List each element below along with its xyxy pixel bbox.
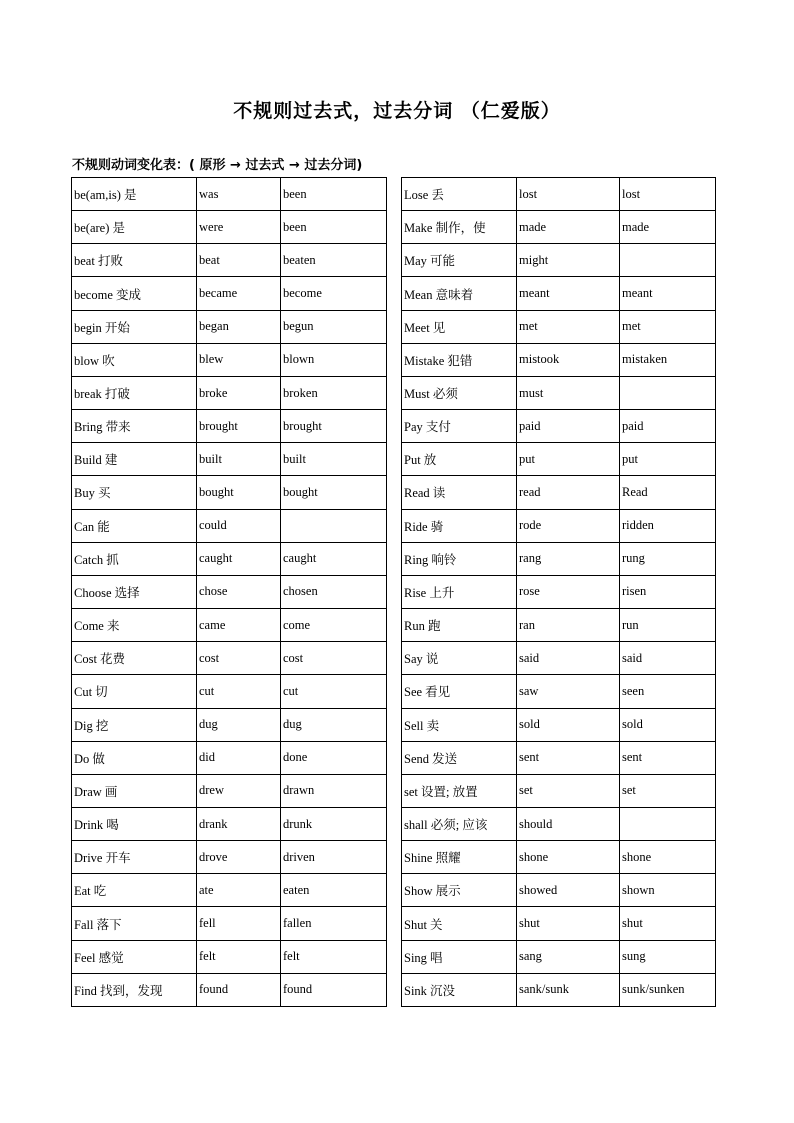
left-past-participle-cell: cut (281, 675, 387, 708)
left-base-form-cell: Dig 挖 (72, 708, 197, 741)
right-base-form-cell: Lose 丢 (402, 178, 517, 211)
table-row (72, 410, 716, 443)
column-gap (387, 410, 402, 443)
right-base-form-cell: Show 展示 (402, 874, 517, 907)
left-past-tense-cell: could (197, 509, 281, 542)
right-past-participle-cell: ridden (620, 509, 716, 542)
left-base-form-cell: be(are) 是 (72, 211, 197, 244)
left-past-participle-cell: drawn (281, 774, 387, 807)
left-base-form-cell: begin 开始 (72, 310, 197, 343)
left-past-participle-cell: fallen (281, 907, 387, 940)
right-past-tense-cell: must (517, 376, 620, 409)
right-past-tense-cell: lost (517, 178, 620, 211)
column-gap (387, 542, 402, 575)
left-past-tense-cell: bought (197, 476, 281, 509)
table-row (72, 443, 716, 476)
left-past-participle-cell: dug (281, 708, 387, 741)
table-row (72, 310, 716, 343)
table-row (72, 741, 716, 774)
left-past-participle-cell: done (281, 741, 387, 774)
column-gap (387, 940, 402, 973)
left-base-form-cell: become 变成 (72, 277, 197, 310)
table-row (72, 708, 716, 741)
table-row (72, 575, 716, 608)
left-past-tense-cell: found (197, 973, 281, 1006)
right-past-tense-cell: rose (517, 575, 620, 608)
table-row (72, 675, 716, 708)
right-base-form-cell: Shine 照耀 (402, 841, 517, 874)
table-row (72, 211, 716, 244)
right-past-tense-cell: meant (517, 277, 620, 310)
column-gap (387, 244, 402, 277)
right-base-form-cell: Mean 意味着 (402, 277, 517, 310)
left-past-tense-cell: beat (197, 244, 281, 277)
right-base-form-cell: See 看见 (402, 675, 517, 708)
right-past-participle-cell: meant (620, 277, 716, 310)
left-past-participle-cell: felt (281, 940, 387, 973)
right-past-tense-cell: paid (517, 410, 620, 443)
table-row (72, 874, 716, 907)
right-base-form-cell: Shut 关 (402, 907, 517, 940)
right-base-form-cell: Run 跑 (402, 609, 517, 642)
table-row (72, 807, 716, 840)
left-base-form-cell: be(am,is) 是 (72, 178, 197, 211)
irregular-verb-table (71, 177, 716, 1007)
left-past-participle-cell: driven (281, 841, 387, 874)
column-gap (387, 178, 402, 211)
right-past-tense-cell: sank/sunk (517, 973, 620, 1006)
right-past-participle-cell: said (620, 642, 716, 675)
right-past-tense-cell: sold (517, 708, 620, 741)
left-past-tense-cell: drew (197, 774, 281, 807)
right-base-form-cell: Must 必须 (402, 376, 517, 409)
right-past-tense-cell: should (517, 807, 620, 840)
left-base-form-cell: Catch 抓 (72, 542, 197, 575)
left-past-tense-cell: cut (197, 675, 281, 708)
column-gap (387, 841, 402, 874)
column-gap (387, 609, 402, 642)
right-base-form-cell: Send 发送 (402, 741, 517, 774)
table-row (72, 376, 716, 409)
column-gap (387, 642, 402, 675)
left-base-form-cell: Drive 开车 (72, 841, 197, 874)
left-base-form-cell: beat 打败 (72, 244, 197, 277)
table-row (72, 774, 716, 807)
right-base-form-cell: Mistake 犯错 (402, 343, 517, 376)
left-past-participle-cell: chosen (281, 575, 387, 608)
right-past-tense-cell: saw (517, 675, 620, 708)
left-past-participle-cell: cost (281, 642, 387, 675)
left-past-tense-cell: broke (197, 376, 281, 409)
left-past-tense-cell: came (197, 609, 281, 642)
left-base-form-cell: Fall 落下 (72, 907, 197, 940)
right-past-participle-cell: shown (620, 874, 716, 907)
right-base-form-cell: shall 必须; 应该 (402, 807, 517, 840)
left-past-participle-cell: drunk (281, 807, 387, 840)
right-past-participle-cell: run (620, 609, 716, 642)
table-row (72, 940, 716, 973)
column-gap (387, 774, 402, 807)
left-base-form-cell: Drink 喝 (72, 807, 197, 840)
left-past-tense-cell: became (197, 277, 281, 310)
verb-table-body (72, 178, 716, 1007)
left-base-form-cell: blow 吹 (72, 343, 197, 376)
left-base-form-cell: Bring 带来 (72, 410, 197, 443)
right-base-form-cell: May 可能 (402, 244, 517, 277)
right-base-form-cell: Read 读 (402, 476, 517, 509)
right-base-form-cell: Meet 见 (402, 310, 517, 343)
table-row (72, 178, 716, 211)
left-base-form-cell: Build 建 (72, 443, 197, 476)
right-past-participle-cell: risen (620, 575, 716, 608)
left-past-participle-cell: been (281, 211, 387, 244)
column-gap (387, 343, 402, 376)
left-past-tense-cell: fell (197, 907, 281, 940)
left-past-participle-cell: found (281, 973, 387, 1006)
table-row (72, 509, 716, 542)
table-row (72, 277, 716, 310)
left-past-tense-cell: did (197, 741, 281, 774)
right-base-form-cell: Ride 骑 (402, 509, 517, 542)
left-past-participle-cell: begun (281, 310, 387, 343)
left-base-form-cell: Do 做 (72, 741, 197, 774)
left-past-participle-cell: become (281, 277, 387, 310)
right-past-participle-cell: paid (620, 410, 716, 443)
right-base-form-cell: Pay 支付 (402, 410, 517, 443)
column-gap (387, 741, 402, 774)
left-past-participle-cell: beaten (281, 244, 387, 277)
right-base-form-cell: Make 制作，使 (402, 211, 517, 244)
right-past-tense-cell: mistook (517, 343, 620, 376)
column-gap (387, 509, 402, 542)
table-row (72, 609, 716, 642)
right-past-participle-cell: sold (620, 708, 716, 741)
right-base-form-cell: Sell 卖 (402, 708, 517, 741)
table-row (72, 973, 716, 1006)
right-past-participle-cell (620, 376, 716, 409)
column-gap (387, 211, 402, 244)
left-base-form-cell: Come 来 (72, 609, 197, 642)
left-past-tense-cell: cost (197, 642, 281, 675)
left-past-participle-cell: broken (281, 376, 387, 409)
left-past-tense-cell: were (197, 211, 281, 244)
table-subtitle: 不规则动词变化表：( 原形 → 过去式 → 过去分词) (72, 158, 363, 173)
right-base-form-cell: Rise 上升 (402, 575, 517, 608)
left-past-participle-cell: caught (281, 542, 387, 575)
column-gap (387, 376, 402, 409)
column-gap (387, 575, 402, 608)
right-past-participle-cell: set (620, 774, 716, 807)
right-past-tense-cell: sang (517, 940, 620, 973)
table-row (72, 343, 716, 376)
right-past-tense-cell: rang (517, 542, 620, 575)
column-gap (387, 675, 402, 708)
right-past-participle-cell: mistaken (620, 343, 716, 376)
right-past-tense-cell: shone (517, 841, 620, 874)
left-past-tense-cell: blew (197, 343, 281, 376)
right-base-form-cell: Sing 唱 (402, 940, 517, 973)
page-title: 不规则过去式，过去分词 （仁爱版） (233, 100, 561, 122)
table-row (72, 642, 716, 675)
right-past-tense-cell: read (517, 476, 620, 509)
column-gap (387, 874, 402, 907)
right-base-form-cell: Ring 响铃 (402, 542, 517, 575)
right-past-participle-cell: sung (620, 940, 716, 973)
right-past-participle-cell: met (620, 310, 716, 343)
table-row (72, 476, 716, 509)
left-past-tense-cell: built (197, 443, 281, 476)
right-past-tense-cell: set (517, 774, 620, 807)
right-past-tense-cell: ran (517, 609, 620, 642)
right-past-participle-cell: seen (620, 675, 716, 708)
left-base-form-cell: Draw 画 (72, 774, 197, 807)
left-past-participle-cell: built (281, 443, 387, 476)
right-past-participle-cell: rung (620, 542, 716, 575)
right-past-participle-cell: sunk/sunken (620, 973, 716, 1006)
left-base-form-cell: Choose 选择 (72, 575, 197, 608)
left-base-form-cell: Eat 吃 (72, 874, 197, 907)
left-base-form-cell: break 打破 (72, 376, 197, 409)
column-gap (387, 476, 402, 509)
left-past-participle-cell: brought (281, 410, 387, 443)
right-past-tense-cell: made (517, 211, 620, 244)
right-past-participle-cell: shone (620, 841, 716, 874)
left-base-form-cell: Find 找到，发现 (72, 973, 197, 1006)
right-base-form-cell: Put 放 (402, 443, 517, 476)
left-past-participle-cell: eaten (281, 874, 387, 907)
right-past-participle-cell: made (620, 211, 716, 244)
column-gap (387, 708, 402, 741)
right-base-form-cell: Say 说 (402, 642, 517, 675)
right-past-tense-cell: might (517, 244, 620, 277)
right-base-form-cell: Sink 沉没 (402, 973, 517, 1006)
column-gap (387, 807, 402, 840)
left-past-tense-cell: drank (197, 807, 281, 840)
right-past-tense-cell: said (517, 642, 620, 675)
right-past-tense-cell: rode (517, 509, 620, 542)
table-row (72, 244, 716, 277)
right-past-tense-cell: sent (517, 741, 620, 774)
column-gap (387, 973, 402, 1006)
column-gap (387, 277, 402, 310)
left-past-tense-cell: brought (197, 410, 281, 443)
right-past-participle-cell (620, 244, 716, 277)
right-past-tense-cell: put (517, 443, 620, 476)
left-base-form-cell: Buy 买 (72, 476, 197, 509)
left-past-participle-cell (281, 509, 387, 542)
column-gap (387, 907, 402, 940)
right-past-participle-cell: lost (620, 178, 716, 211)
left-past-tense-cell: chose (197, 575, 281, 608)
left-past-participle-cell: come (281, 609, 387, 642)
right-past-participle-cell: shut (620, 907, 716, 940)
right-base-form-cell: set 设置; 放置 (402, 774, 517, 807)
column-gap (387, 443, 402, 476)
right-past-participle-cell: put (620, 443, 716, 476)
left-past-tense-cell: dug (197, 708, 281, 741)
table-row (72, 907, 716, 940)
left-past-tense-cell: ate (197, 874, 281, 907)
left-past-participle-cell: been (281, 178, 387, 211)
left-base-form-cell: Feel 感觉 (72, 940, 197, 973)
right-past-tense-cell: shut (517, 907, 620, 940)
left-past-tense-cell: began (197, 310, 281, 343)
left-past-participle-cell: blown (281, 343, 387, 376)
table-row (72, 841, 716, 874)
left-past-participle-cell: bought (281, 476, 387, 509)
left-base-form-cell: Cost 花费 (72, 642, 197, 675)
left-past-tense-cell: drove (197, 841, 281, 874)
right-past-participle-cell (620, 807, 716, 840)
right-past-participle-cell: Read (620, 476, 716, 509)
right-past-participle-cell: sent (620, 741, 716, 774)
left-past-tense-cell: caught (197, 542, 281, 575)
right-past-tense-cell: met (517, 310, 620, 343)
left-base-form-cell: Can 能 (72, 509, 197, 542)
right-past-tense-cell: showed (517, 874, 620, 907)
left-past-tense-cell: felt (197, 940, 281, 973)
left-base-form-cell: Cut 切 (72, 675, 197, 708)
table-row (72, 542, 716, 575)
column-gap (387, 310, 402, 343)
left-past-tense-cell: was (197, 178, 281, 211)
